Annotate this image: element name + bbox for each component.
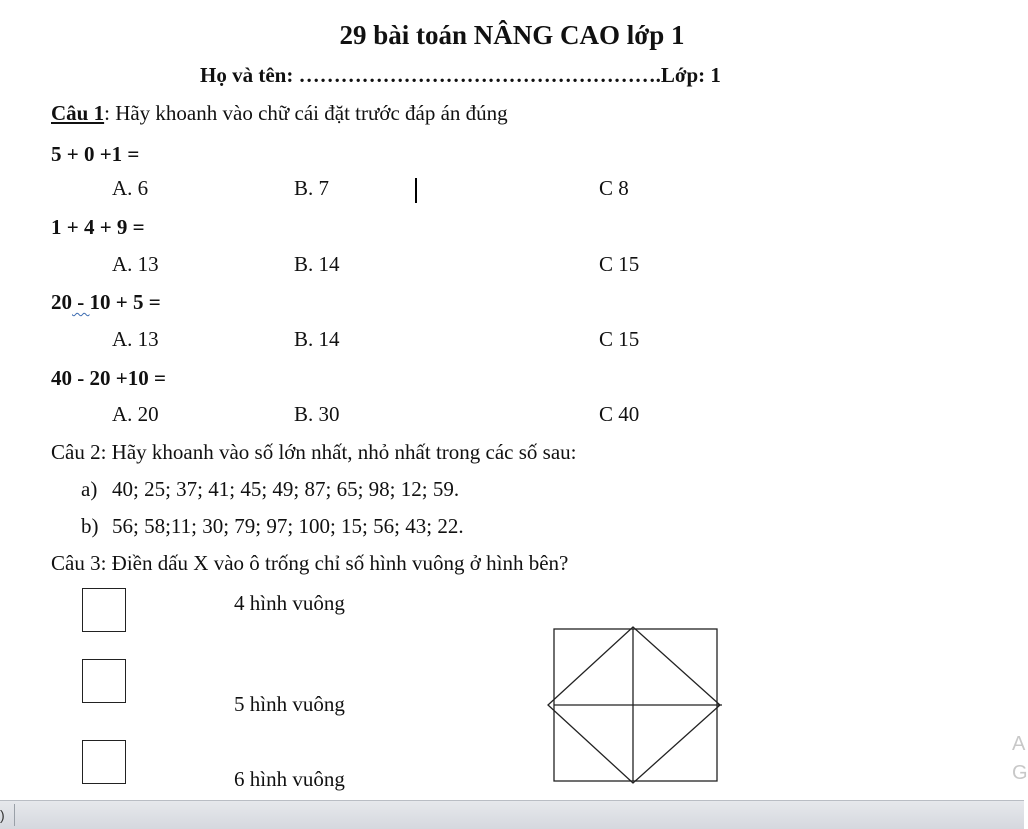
problem-1-expression: 5 + 0 +1 = bbox=[51, 142, 140, 166]
problem-4-option-c: C 40 bbox=[599, 402, 640, 426]
name-class-line: Họ và tên: …………………………………………….Lớp: 1 bbox=[200, 63, 721, 87]
status-bar bbox=[0, 800, 1024, 829]
spellcheck-underline: - bbox=[72, 290, 90, 314]
question-2-b-marker: b) bbox=[81, 514, 99, 538]
status-bar-text: ) bbox=[0, 807, 5, 823]
answer-checkbox-1[interactable] bbox=[82, 588, 126, 632]
question-2-a-marker: a) bbox=[81, 477, 98, 501]
faded-side-text-bottom: G bbox=[1012, 762, 1028, 784]
status-bar-separator bbox=[14, 804, 15, 826]
problem-3-option-c: C 15 bbox=[599, 327, 640, 351]
answer-checkbox-2[interactable] bbox=[82, 659, 126, 703]
question-1-label: Câu 1 bbox=[51, 101, 105, 125]
problem-4-option-a: A. 20 bbox=[112, 402, 159, 426]
problem-2-option-a: A. 13 bbox=[112, 252, 159, 276]
problem-2-option-c: C 15 bbox=[599, 252, 640, 276]
problem-4-expression: 40 - 20 +10 = bbox=[51, 366, 166, 390]
problem-1-option-c: C 8 bbox=[599, 176, 629, 200]
page-title: 29 bài toán NÂNG CAO lớp 1 bbox=[339, 20, 685, 50]
question-2-b-list: 56; 58;11; 30; 79; 97; 100; 15; 56; 43; 22. bbox=[112, 514, 464, 538]
problem-3-option-b: B. 14 bbox=[294, 327, 340, 351]
question-1-heading bbox=[51, 101, 508, 126]
problem-2-option-b: B. 14 bbox=[294, 252, 340, 276]
answer-label-1: 4 hình vuông bbox=[234, 591, 345, 615]
problem-2-expression: 1 + 4 + 9 = bbox=[51, 215, 145, 239]
answer-label-2: 5 hình vuông bbox=[234, 692, 345, 716]
question-1-text: : Hãy khoanh vào chữ cái đặt trước đáp án đúng bbox=[104, 101, 508, 125]
problem-3-expression: 20 - 10 + 5 = bbox=[51, 290, 161, 314]
problem-4-option-b: B. 30 bbox=[294, 402, 340, 426]
faded-side-text-top: A bbox=[1012, 733, 1026, 755]
text-cursor bbox=[415, 178, 417, 203]
question-2-text: Câu 2: Hãy khoanh vào số lớn nhất, nhỏ nhất trong các số sau: bbox=[51, 440, 577, 464]
question-2-a-list: 40; 25; 37; 41; 45; 49; 87; 65; 98; 12; 59. bbox=[112, 477, 460, 501]
problem-3-option-a: A. 13 bbox=[112, 327, 159, 351]
answer-checkbox-3[interactable] bbox=[82, 740, 126, 784]
question-3-text: Câu 3: Điền dấu X vào ô trống chỉ số hình vuông ở hình bên? bbox=[51, 551, 569, 575]
problem-1-option-a: A. 6 bbox=[112, 176, 149, 200]
squares-figure bbox=[546, 626, 728, 788]
problem-1-option-b: B. 7 bbox=[294, 176, 330, 200]
answer-label-3: 6 hình vuông bbox=[234, 767, 345, 791]
